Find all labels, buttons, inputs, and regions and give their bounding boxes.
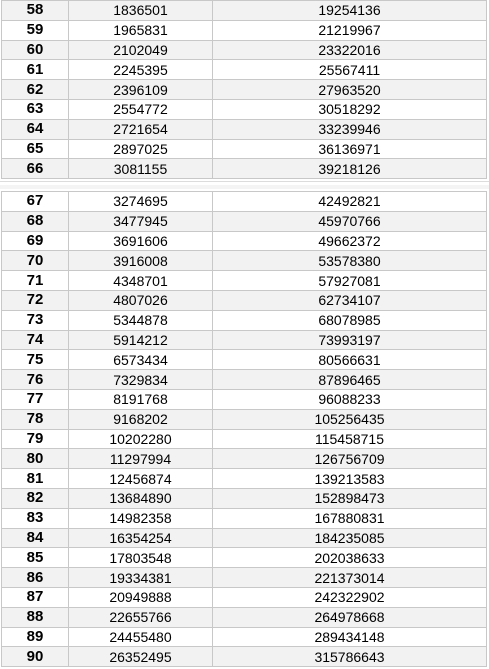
value-b-cell: 184235085 bbox=[213, 528, 487, 548]
value-a-cell: 5914212 bbox=[69, 330, 213, 350]
value-a-cell: 3274695 bbox=[69, 192, 213, 212]
row-number-cell: 84 bbox=[2, 528, 69, 548]
row-number-cell: 87 bbox=[2, 587, 69, 607]
row-number-cell: 80 bbox=[2, 449, 69, 469]
table-row bbox=[2, 1, 487, 21]
value-a-cell: 20949888 bbox=[69, 587, 213, 607]
row-number-cell: 62 bbox=[2, 80, 69, 100]
value-b-cell: 87896465 bbox=[213, 370, 487, 390]
row-number-cell: 58 bbox=[2, 1, 69, 21]
value-a-cell: 26352495 bbox=[69, 647, 213, 667]
value-b-cell: 167880831 bbox=[213, 508, 487, 528]
value-a-cell: 2396109 bbox=[69, 80, 213, 100]
value-a-cell: 1965831 bbox=[69, 20, 213, 40]
value-a-cell: 22655766 bbox=[69, 607, 213, 627]
row-number-cell: 69 bbox=[2, 231, 69, 251]
value-b-cell: 25567411 bbox=[213, 60, 487, 80]
value-b-cell: 45970766 bbox=[213, 211, 487, 231]
value-a-cell: 7329834 bbox=[69, 370, 213, 390]
value-a-cell: 3691606 bbox=[69, 231, 213, 251]
table-row bbox=[2, 99, 487, 119]
value-b-cell: 57927081 bbox=[213, 271, 487, 291]
value-b-cell: 105256435 bbox=[213, 409, 487, 429]
value-b-cell: 126756709 bbox=[213, 449, 487, 469]
value-a-cell: 2245395 bbox=[69, 60, 213, 80]
value-b-cell: 242322902 bbox=[213, 587, 487, 607]
table-row bbox=[2, 607, 487, 627]
value-a-cell: 4348701 bbox=[69, 271, 213, 291]
value-b-cell: 202038633 bbox=[213, 548, 487, 568]
table-row bbox=[2, 548, 487, 568]
row-number-cell: 83 bbox=[2, 508, 69, 528]
value-a-cell: 3916008 bbox=[69, 251, 213, 271]
row-number-cell: 70 bbox=[2, 251, 69, 271]
table-row bbox=[2, 488, 487, 508]
table-row bbox=[2, 429, 487, 449]
table-row bbox=[2, 350, 487, 370]
value-a-cell: 2102049 bbox=[69, 40, 213, 60]
value-a-cell: 2554772 bbox=[69, 99, 213, 119]
value-b-cell: 49662372 bbox=[213, 231, 487, 251]
table-row bbox=[2, 290, 487, 310]
value-a-cell: 9168202 bbox=[69, 409, 213, 429]
value-a-cell: 13684890 bbox=[69, 488, 213, 508]
row-number-cell: 67 bbox=[2, 192, 69, 212]
table-row bbox=[2, 119, 487, 139]
value-a-cell: 8191768 bbox=[69, 389, 213, 409]
row-number-cell: 85 bbox=[2, 548, 69, 568]
value-b-cell: 264978668 bbox=[213, 607, 487, 627]
value-b-cell: 73993197 bbox=[213, 330, 487, 350]
table-row bbox=[2, 627, 487, 647]
value-a-cell: 2721654 bbox=[69, 119, 213, 139]
row-number-cell: 89 bbox=[2, 627, 69, 647]
table-row bbox=[2, 211, 487, 231]
value-a-cell: 12456874 bbox=[69, 469, 213, 489]
data-table-top bbox=[1, 0, 487, 179]
row-number-cell: 73 bbox=[2, 310, 69, 330]
table-row bbox=[2, 310, 487, 330]
table-row bbox=[2, 231, 487, 251]
value-b-cell: 115458715 bbox=[213, 429, 487, 449]
table-separator-band bbox=[0, 185, 489, 189]
row-number-cell: 68 bbox=[2, 211, 69, 231]
value-b-cell: 139213583 bbox=[213, 469, 487, 489]
value-b-cell: 23322016 bbox=[213, 40, 487, 60]
row-number-cell: 78 bbox=[2, 409, 69, 429]
row-number-cell: 79 bbox=[2, 429, 69, 449]
value-b-cell: 68078985 bbox=[213, 310, 487, 330]
table-row bbox=[2, 508, 487, 528]
table-row bbox=[2, 528, 487, 548]
value-a-cell: 6573434 bbox=[69, 350, 213, 370]
row-number-cell: 72 bbox=[2, 290, 69, 310]
value-a-cell: 10202280 bbox=[69, 429, 213, 449]
table-row bbox=[2, 80, 487, 100]
value-a-cell: 4807026 bbox=[69, 290, 213, 310]
value-b-cell: 289434148 bbox=[213, 627, 487, 647]
value-a-cell: 24455480 bbox=[69, 627, 213, 647]
table-row bbox=[2, 271, 487, 291]
table-row bbox=[2, 389, 487, 409]
value-b-cell: 96088233 bbox=[213, 389, 487, 409]
value-b-cell: 27963520 bbox=[213, 80, 487, 100]
table-row bbox=[2, 251, 487, 271]
value-a-cell: 19334381 bbox=[69, 568, 213, 588]
value-a-cell: 3081155 bbox=[69, 159, 213, 179]
data-table-bottom bbox=[1, 191, 487, 667]
row-number-cell: 88 bbox=[2, 607, 69, 627]
row-number-cell: 59 bbox=[2, 20, 69, 40]
row-number-cell: 64 bbox=[2, 119, 69, 139]
value-b-cell: 36136971 bbox=[213, 139, 487, 159]
value-a-cell: 11297994 bbox=[69, 449, 213, 469]
row-number-cell: 82 bbox=[2, 488, 69, 508]
table-row bbox=[2, 587, 487, 607]
value-b-cell: 42492821 bbox=[213, 192, 487, 212]
row-number-cell: 65 bbox=[2, 139, 69, 159]
row-number-cell: 60 bbox=[2, 40, 69, 60]
row-number-cell: 74 bbox=[2, 330, 69, 350]
table-row bbox=[2, 330, 487, 350]
row-number-cell: 86 bbox=[2, 568, 69, 588]
row-number-cell: 90 bbox=[2, 647, 69, 667]
value-b-cell: 30518292 bbox=[213, 99, 487, 119]
table-row bbox=[2, 647, 487, 667]
table-row bbox=[2, 449, 487, 469]
table-row bbox=[2, 159, 487, 179]
value-a-cell: 16354254 bbox=[69, 528, 213, 548]
table-body-bottom bbox=[2, 192, 487, 667]
value-b-cell: 39218126 bbox=[213, 159, 487, 179]
value-a-cell: 17803548 bbox=[69, 548, 213, 568]
value-b-cell: 21219967 bbox=[213, 20, 487, 40]
row-number-cell: 66 bbox=[2, 159, 69, 179]
row-number-cell: 75 bbox=[2, 350, 69, 370]
value-b-cell: 53578380 bbox=[213, 251, 487, 271]
table-row bbox=[2, 568, 487, 588]
value-b-cell: 315786643 bbox=[213, 647, 487, 667]
row-number-cell: 61 bbox=[2, 60, 69, 80]
value-b-cell: 152898473 bbox=[213, 488, 487, 508]
value-b-cell: 62734107 bbox=[213, 290, 487, 310]
row-number-cell: 63 bbox=[2, 99, 69, 119]
table-row bbox=[2, 40, 487, 60]
table-body-top bbox=[2, 1, 487, 179]
value-a-cell: 14982358 bbox=[69, 508, 213, 528]
value-b-cell: 19254136 bbox=[213, 1, 487, 21]
row-number-cell: 71 bbox=[2, 271, 69, 291]
row-number-cell: 76 bbox=[2, 370, 69, 390]
table-row bbox=[2, 469, 487, 489]
value-a-cell: 3477945 bbox=[69, 211, 213, 231]
row-number-cell: 81 bbox=[2, 469, 69, 489]
value-a-cell: 2897025 bbox=[69, 139, 213, 159]
table-row bbox=[2, 409, 487, 429]
row-number-cell: 77 bbox=[2, 389, 69, 409]
value-a-cell: 5344878 bbox=[69, 310, 213, 330]
table-row bbox=[2, 20, 487, 40]
table-row bbox=[2, 139, 487, 159]
value-b-cell: 221373014 bbox=[213, 568, 487, 588]
table-row bbox=[2, 192, 487, 212]
table-row bbox=[2, 370, 487, 390]
value-b-cell: 33239946 bbox=[213, 119, 487, 139]
table-row bbox=[2, 60, 487, 80]
value-a-cell: 1836501 bbox=[69, 1, 213, 21]
value-b-cell: 80566631 bbox=[213, 350, 487, 370]
